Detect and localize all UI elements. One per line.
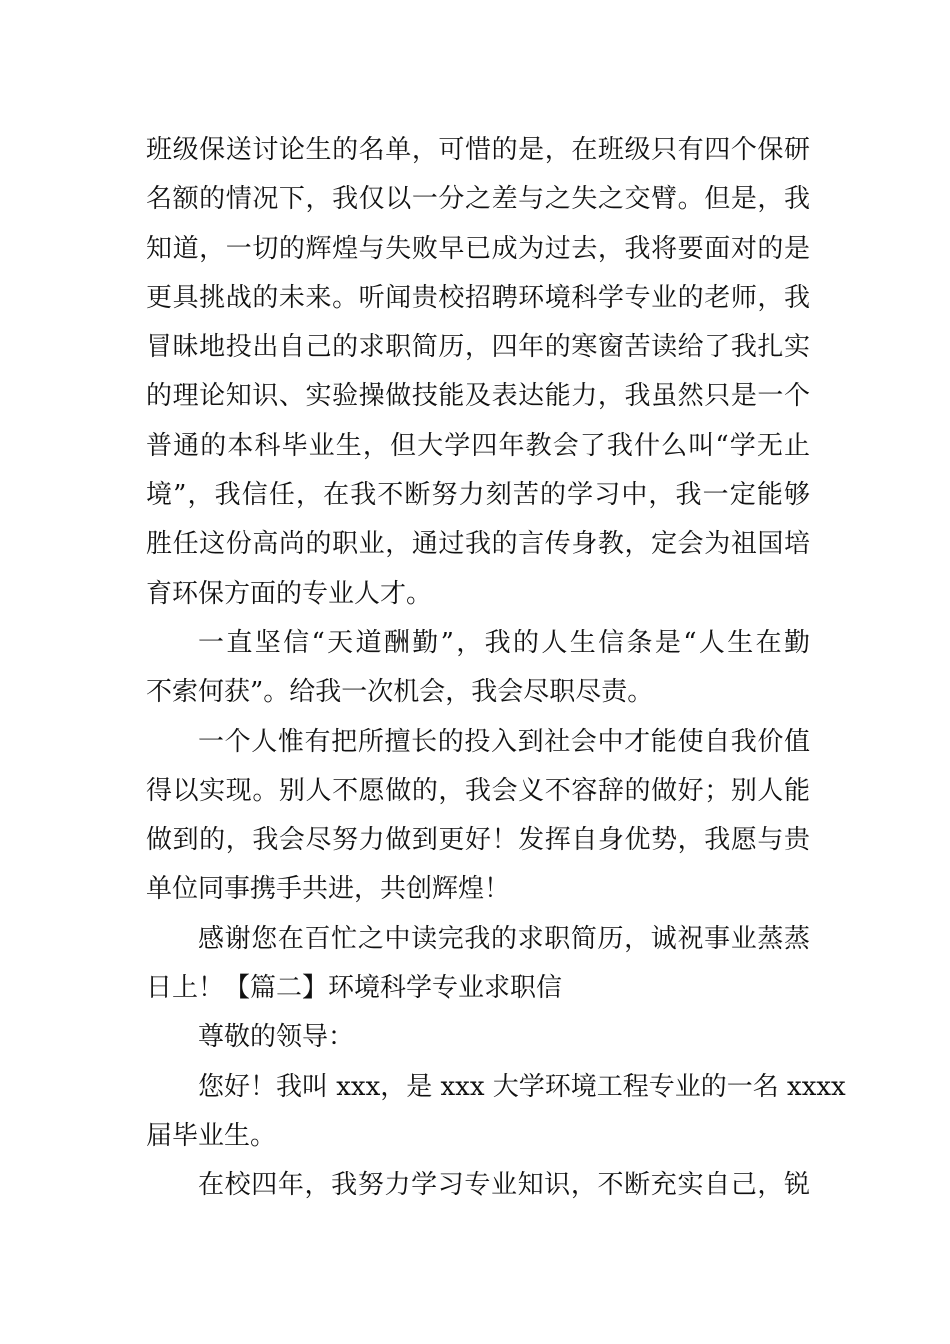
text-line: 感谢您在百忙之中读完我的求职简历，诚祝事业蒸蒸 — [198, 923, 810, 954]
text-line: 您好！我叫 xxx，是 xxx 大学环境工程专业的一名 xxxx — [198, 1071, 846, 1102]
text-line: 更具挑战的未来。听闻贵校招聘环境科学专业的老师，我 — [146, 282, 810, 313]
text-line: 一个人惟有把所擅长的投入到社会中才能使自我价值 — [198, 726, 810, 757]
text-line: 日上！【篇二】环境科学专业求职信 — [146, 973, 563, 1004]
text-line: 胜任这份高尚的职业，通过我的言传身教，定会为祖国培 — [146, 529, 810, 560]
text-line: 一直坚信“天道酬勤”，我的人生信条是“人生在勤 — [198, 627, 810, 658]
text-line: 冒昧地投出自己的求职简历，四年的寒窗苦读给了我扎实 — [146, 332, 810, 363]
text-line: 名额的情况下，我仅以一分之差与之失之交臂。但是，我 — [146, 184, 810, 215]
text-line: 境”，我信任，在我不断努力刻苦的学习中，我一定能够 — [146, 480, 810, 511]
text-line: 的理论知识、实验操做技能及表达能力，我虽然只是一个 — [146, 381, 810, 412]
text-line: 届毕业生。 — [146, 1120, 277, 1151]
text-line: 做到的，我会尽努力做到更好！发挥自身优势，我愿与贵 — [146, 825, 810, 856]
text-line: 知道，一切的辉煌与失败早已成为过去，我将要面对的是 — [146, 233, 810, 264]
document-body — [146, 126, 846, 1211]
text-line: 尊敬的领导： — [198, 1022, 355, 1053]
text-line: 班级保送讨论生的名单，可惜的是，在班级只有四个保研 — [146, 135, 810, 165]
text-line: 育环保方面的专业人才。 — [146, 578, 433, 609]
text-line: 普通的本科毕业生，但大学四年教会了我什么叫“学无止 — [146, 430, 810, 461]
text-line: 得以实现。别人不愿做的，我会义不容辞的做好；别人能 — [146, 775, 810, 806]
text-line: 不索何获”。给我一次机会，我会尽职尽责。 — [146, 677, 654, 708]
text-line: 单位同事携手共进，共创辉煌！ — [146, 874, 511, 905]
text-line: 在校四年，我努力学习专业知识，不断充实自己，锐 — [198, 1170, 810, 1201]
